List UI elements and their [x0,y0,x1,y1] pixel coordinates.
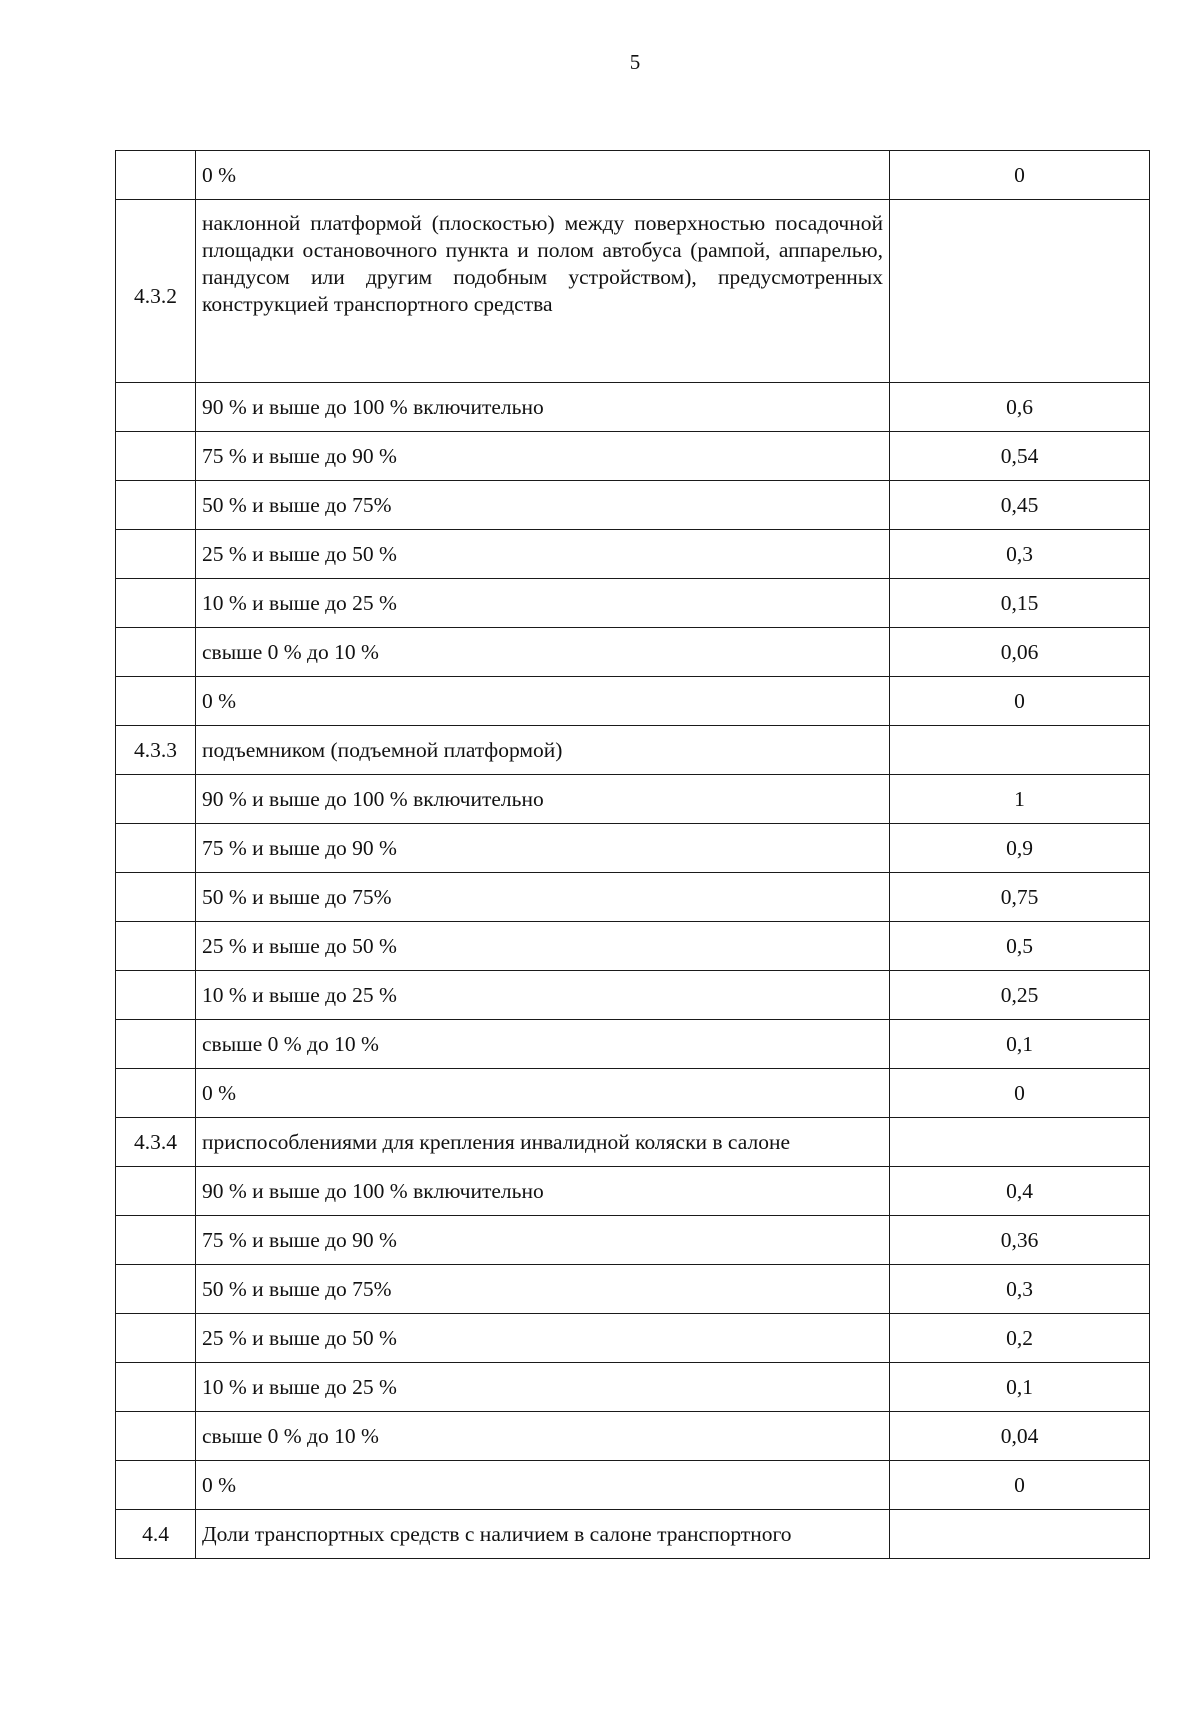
row-code [116,824,196,873]
table-row [116,383,1150,432]
row-value: 0,36 [890,1216,1150,1265]
table-row [116,1069,1150,1118]
table-row [116,775,1150,824]
table-row [116,824,1150,873]
table-row [116,726,1150,775]
row-code [116,1167,196,1216]
row-description: 10 % и выше до 25 % [196,1363,890,1412]
row-value: 0,4 [890,1167,1150,1216]
row-value: 0,25 [890,971,1150,1020]
row-description: Доли транспортных средств с наличием в салоне транспортного [196,1510,890,1559]
row-description: свыше 0 % до 10 % [196,628,890,677]
row-code: 4.3.2 [116,200,196,383]
row-code [116,432,196,481]
row-description: 90 % и выше до 100 % включительно [196,1167,890,1216]
row-description: 0 % [196,151,890,200]
row-code [116,383,196,432]
row-description: 90 % и выше до 100 % включительно [196,383,890,432]
row-code [116,530,196,579]
row-description: 25 % и выше до 50 % [196,1314,890,1363]
table-row [116,971,1150,1020]
row-code [116,151,196,200]
row-value: 0 [890,1069,1150,1118]
row-description: 75 % и выше до 90 % [196,824,890,873]
row-value: 0,06 [890,628,1150,677]
row-value: 0,1 [890,1020,1150,1069]
table-row [116,530,1150,579]
row-code [116,628,196,677]
row-value: 0,5 [890,922,1150,971]
row-value [890,1118,1150,1167]
row-code [116,775,196,824]
row-value: 0,9 [890,824,1150,873]
table-row [116,1118,1150,1167]
row-code [116,922,196,971]
table-row [116,1314,1150,1363]
row-value: 1 [890,775,1150,824]
row-description: свыше 0 % до 10 % [196,1020,890,1069]
row-code: 4.3.4 [116,1118,196,1167]
row-value: 0,04 [890,1412,1150,1461]
row-description: свыше 0 % до 10 % [196,1412,890,1461]
row-description: 75 % и выше до 90 % [196,1216,890,1265]
row-description: подъемником (подъемной платформой) [196,726,890,775]
row-value: 0,3 [890,1265,1150,1314]
row-description: 0 % [196,1069,890,1118]
row-description: 25 % и выше до 50 % [196,530,890,579]
table-row [116,1216,1150,1265]
row-code [116,579,196,628]
row-description: 10 % и выше до 25 % [196,579,890,628]
row-description: 50 % и выше до 75% [196,873,890,922]
row-description: 75 % и выше до 90 % [196,432,890,481]
table-row [116,432,1150,481]
row-code [116,1069,196,1118]
row-code [116,971,196,1020]
row-code [116,677,196,726]
row-value: 0 [890,151,1150,200]
row-value [890,726,1150,775]
row-value: 0,6 [890,383,1150,432]
row-code [116,1216,196,1265]
row-description: 50 % и выше до 75% [196,481,890,530]
row-code [116,481,196,530]
row-code [116,1412,196,1461]
table-row [116,1461,1150,1510]
table-row [116,677,1150,726]
row-description: 25 % и выше до 50 % [196,922,890,971]
row-code: 4.4 [116,1510,196,1559]
row-description: 90 % и выше до 100 % включительно [196,775,890,824]
row-value: 0,15 [890,579,1150,628]
row-description: 10 % и выше до 25 % [196,971,890,1020]
table-row [116,1412,1150,1461]
criteria-table [115,150,1150,1559]
row-description: 50 % и выше до 75% [196,1265,890,1314]
table-row [116,1510,1150,1559]
row-description: наклонной платформой (плоскостью) между поверхностью посадочной площадки остановочного пункта и полом автобуса (рампой, аппарелью, пандусом или другим подобным устройством), предусмотренных конструкцией транспортного средства [196,200,890,383]
row-value: 0 [890,677,1150,726]
table-row [116,151,1150,200]
table-row [116,200,1150,383]
row-value [890,200,1150,383]
table-row [116,1265,1150,1314]
row-value: 0,54 [890,432,1150,481]
row-value: 0 [890,1461,1150,1510]
row-code [116,1265,196,1314]
row-description: 0 % [196,677,890,726]
row-value: 0,75 [890,873,1150,922]
row-description: 0 % [196,1461,890,1510]
page-number: 5 [629,50,641,74]
row-code [116,873,196,922]
table-row [116,1363,1150,1412]
row-code [116,1314,196,1363]
row-code [116,1363,196,1412]
table-row [116,1167,1150,1216]
row-code: 4.3.3 [116,726,196,775]
row-description: приспособлениями для крепления инвалидной коляски в салоне [196,1118,890,1167]
row-value: 0,1 [890,1363,1150,1412]
row-value: 0,2 [890,1314,1150,1363]
row-value [890,1510,1150,1559]
table-row [116,628,1150,677]
row-value: 0,3 [890,530,1150,579]
row-value: 0,45 [890,481,1150,530]
table-row [116,481,1150,530]
table-row [116,873,1150,922]
row-code [116,1461,196,1510]
table-row [116,579,1150,628]
table-row [116,1020,1150,1069]
table-row [116,922,1150,971]
row-code [116,1020,196,1069]
